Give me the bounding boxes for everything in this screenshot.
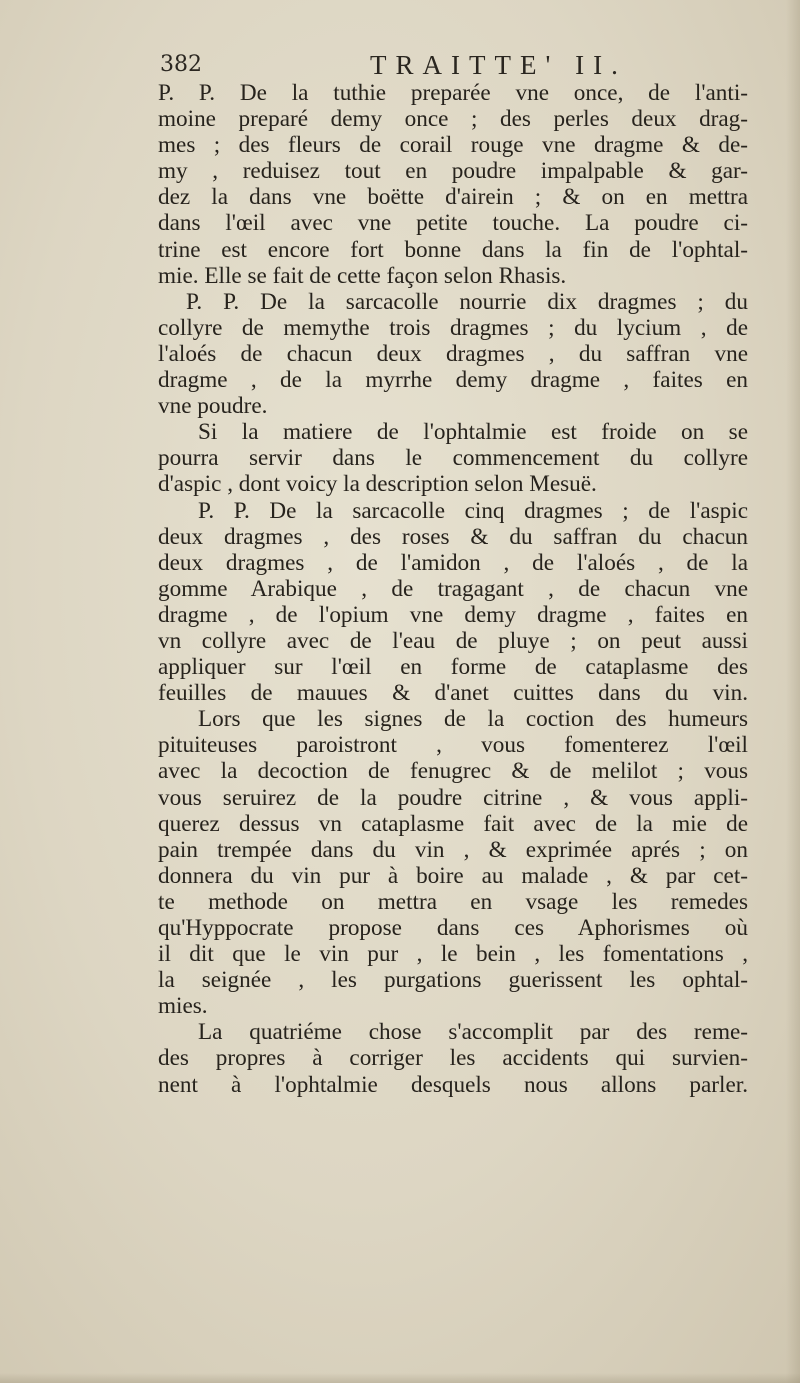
running-head: TRAITTE' II. [370,50,627,80]
text-line: feuilles de mauues & d'anet cuittes dans du vin. [158,680,748,707]
text-line: pain trempée dans du vin , & exprimée aprés ; on [158,836,748,863]
text-line: deux dragmes , des roses & du saffran du chacun [158,523,748,550]
text-line: vne poudre. [158,393,268,420]
text-line: mie. Elle se fait de cette façon selon Rhasis. [158,262,567,289]
text-line: dans l'œil avec vne petite touche. La poudre ci- [158,210,748,237]
text-line: deux dragmes , de l'amidon , de l'aloés , de la [158,549,748,576]
paragraph-coction-signs [158,706,748,1019]
text-line: la seignée , les purgations guerissent les ophtal- [158,967,748,994]
text-line: donnera du vin pur à boire au malade , & par cet- [158,862,748,889]
text-line: avec la decoction de fenugrec & de melilot ; vous [158,758,748,785]
text-line: mes ; des fleurs de corail rouge vne dragme & de- [158,132,748,159]
text-line: mies. [158,993,208,1020]
text-line: moine preparé demy once ; des perles deux drag- [158,106,748,133]
page-edge-shadow-bottom [0,1373,800,1383]
paragraph-cold-matter [158,419,748,497]
paragraph-tuthie-recipe [158,80,748,289]
paragraph-fourth-thing [158,1019,748,1097]
text-line: appliquer sur l'œil en forme de cataplasme des [158,654,748,681]
text-line: P. P. De la sarcacolle cinq dragmes ; de l'aspic [198,497,748,524]
text-line: my , reduisez tout en poudre impalpable & gar- [158,158,748,185]
text-line: gomme Arabique , de tragagant , de chacun vne [158,575,748,602]
page-header [160,50,760,84]
text-line: l'aloés de chacun deux dragmes , du saffran vne [158,340,748,367]
text-line: qu'Hyppocrate propose dans ces Aphorismes où [158,915,748,941]
paragraph-sarcacolle-recipe [158,289,748,419]
text-line: dragme , de la myrrhe demy dragme , faites en [158,367,748,394]
text-line: trine est encore fort bonne dans la fin de l'ophtal- [158,236,748,263]
page-number: 382 [160,52,202,77]
text-line: querez dessus vn cataplasme fait avec de la mie de [158,810,748,837]
text-line: vn collyre avec de l'eau de pluye ; on peut aussi [158,627,748,654]
text-line: collyre de memythe trois dragmes ; du lycium , de [158,314,748,341]
text-line: nent à l'ophtalmie desquels nous allons parler. [158,1071,748,1098]
page-edge-shadow-right [786,0,800,1383]
paragraph-aspic-collyre [158,498,748,707]
text-line: pourra servir dans le commencement du collyre [158,445,748,472]
text-line: P. P. De la tuthie preparée vne once, de l'anti- [158,80,748,106]
text-line: dragme , de l'opium vne demy dragme , faites en [158,601,748,628]
text-line: il dit que le vin pur , le bein , les fomentations , [158,941,748,968]
text-line: vous seruirez de la poudre citrine , & vous appli- [158,784,748,811]
text-line: pituiteuses paroistront , vous fomenterez l'œil [158,732,748,759]
text-line: Si la matiere de l'ophtalmie est froide on se [198,419,748,446]
text-body [158,80,748,1098]
text-line: La quatriéme chose s'accomplit par des reme- [198,1019,748,1046]
text-line: d'aspic , dont voicy la description selon Mesuë. [158,471,597,498]
text-line: dez la dans vne boëtte d'airein ; & on en mettra [158,184,748,211]
text-line: P. P. De la sarcacolle nourrie dix dragmes ; du [186,288,748,315]
text-line: te methode on mettra en vsage les remedes [158,888,748,915]
text-line: Lors que les signes de la coction des humeurs [198,706,748,733]
text-line: des propres à corriger les accidents qui survien- [158,1045,748,1072]
